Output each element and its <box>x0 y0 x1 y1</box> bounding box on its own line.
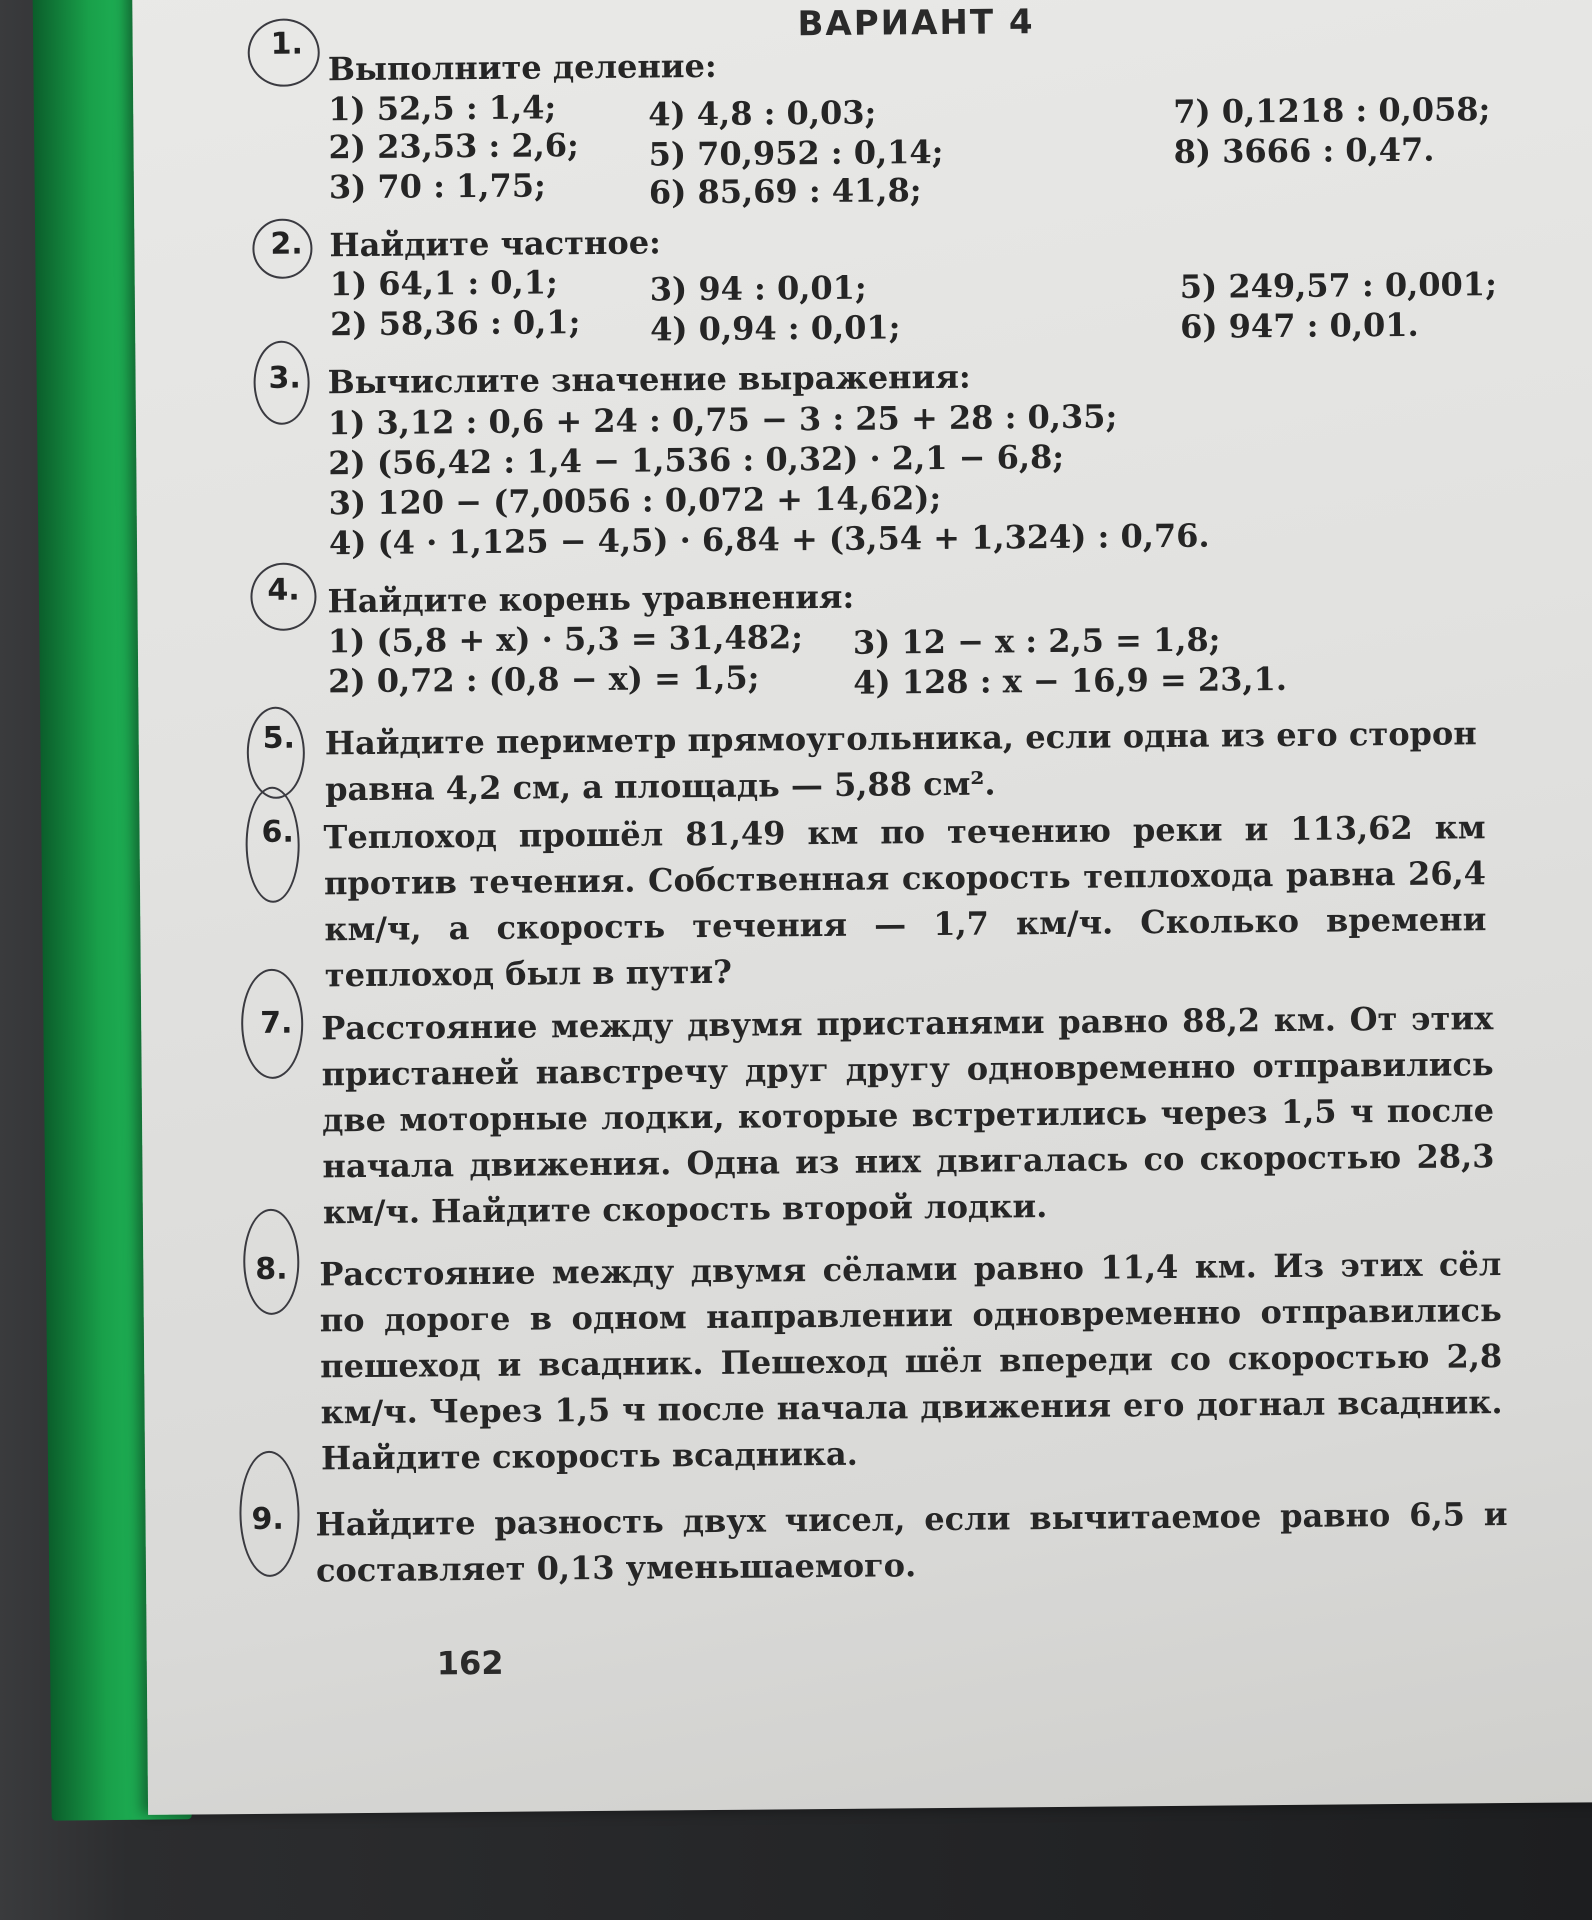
task-1-item: 3) 70 : 1,75; <box>328 166 546 207</box>
task-text-5: Найдите периметр прямоугольника, если одна из его сторон равна 4,2 см, а площадь — 5,88 см². <box>324 714 1477 809</box>
task-3-item: 2) (56,42 : 1,4 − 1,536 : 0,32) · 2,1 − 6,8; <box>328 437 1065 483</box>
task-3-item: 1) 3,12 : 0,6 + 24 : 0,75 − 3 : 25 + 28 : 0,35; <box>327 397 1118 443</box>
page-content <box>132 0 1592 1815</box>
task-heading-4: Найдите корень уравнения: <box>327 577 855 621</box>
task-number-8: 8. <box>255 1251 288 1287</box>
task-heading-1: Выполните деление: <box>327 46 717 89</box>
task-number-5: 5. <box>262 720 296 756</box>
task-1-item: 5) 70,952 : 0,14; <box>648 132 944 174</box>
task-1-item: 6) 85,69 : 41,8; <box>648 171 922 212</box>
task-1-item: 8) 3666 : 0,47. <box>1173 130 1435 171</box>
task-text-9: Найдите разность двух чисел, если вычитаемое равно 6,5 и составляет 0,13 уменьшаемого. <box>315 1495 1508 1590</box>
task-text-8: Расстояние между двумя сёлами равно 11,4 км. Из этих сёл по дороге в одном направлении одновременно отправились пешеход и всадник. Пешеход шёл впереди со скоростью 2,8 км/ч. Через 1,5 ч после начала движения его догнал всадник. Найдите скорость всадника. <box>319 1245 1503 1478</box>
page-number: 162 <box>436 1643 504 1683</box>
task-2-item: 1) 64,1 : 0,1; <box>329 263 558 304</box>
task-number-3: 3. <box>268 360 302 396</box>
task-2-item: 2) 58,36 : 0,1; <box>329 303 581 344</box>
task-4-item: 2) 0,72 : (0,8 − x) = 1,5; <box>328 658 760 701</box>
task-text-7: Расстояние между двумя пристанями равно 88,2 км. От этих пристаней навстречу друг другу одновременно отправились две моторные лодки, которые встретились через 1,5 ч после начала движения. Одна из них двигалась со скоростью 28,3 км/ч. Найдите скорость второй лодки. <box>321 999 1495 1232</box>
page-title: ВАРИАНТ 4 <box>797 2 1035 45</box>
task-4-item: 4) 128 : x − 16,9 = 23,1. <box>853 659 1288 702</box>
task-heading-3: Вычислите значение выражения: <box>327 357 971 402</box>
task-1-item: 2) 23,53 : 2,6; <box>328 126 580 167</box>
task-2-item: 4) 0,94 : 0,01; <box>649 308 901 349</box>
task-number-4: 4. <box>267 572 300 608</box>
task-1-item: 7) 0,1218 : 0,058; <box>1173 90 1491 131</box>
textbook-page <box>132 0 1592 1815</box>
task-1-item: 4) 4,8 : 0,03; <box>648 93 877 134</box>
task-4-item: 1) (5,8 + x) · 5,3 = 31,482; <box>327 618 804 661</box>
task-1-item: 1) 52,5 : 1,4; <box>328 88 557 129</box>
task-2-item: 6) 947 : 0,01. <box>1179 305 1419 346</box>
task-number-2: 2. <box>270 226 303 262</box>
task-number-9: 9. <box>251 1501 284 1538</box>
task-heading-2: Найдите частное: <box>329 223 662 265</box>
task-text-6: Теплоход прошёл 81,49 км по течению реки и 113,62 км против течения. Собственная скорость теплохода равна 26,4 км/ч, а скорость течения — 1,7 км/ч. Сколько времени теплоход был в пути? <box>323 808 1487 995</box>
task-number-6: 6. <box>261 814 294 850</box>
task-number-1: 1. <box>270 26 304 62</box>
task-4-item: 3) 12 − x : 2,5 = 1,8; <box>852 620 1221 662</box>
task-3-item: 3) 120 − (7,0056 : 0,072 + 14,62); <box>328 478 942 523</box>
task-3-item: 4) (4 · 1,125 − 4,5) · 6,84 + (3,54 + 1,324) : 0,76. <box>328 516 1210 563</box>
task-2-item: 3) 94 : 0,01; <box>649 268 867 309</box>
task-number-7: 7. <box>260 1005 293 1041</box>
task-2-item: 5) 249,57 : 0,001; <box>1179 265 1498 306</box>
